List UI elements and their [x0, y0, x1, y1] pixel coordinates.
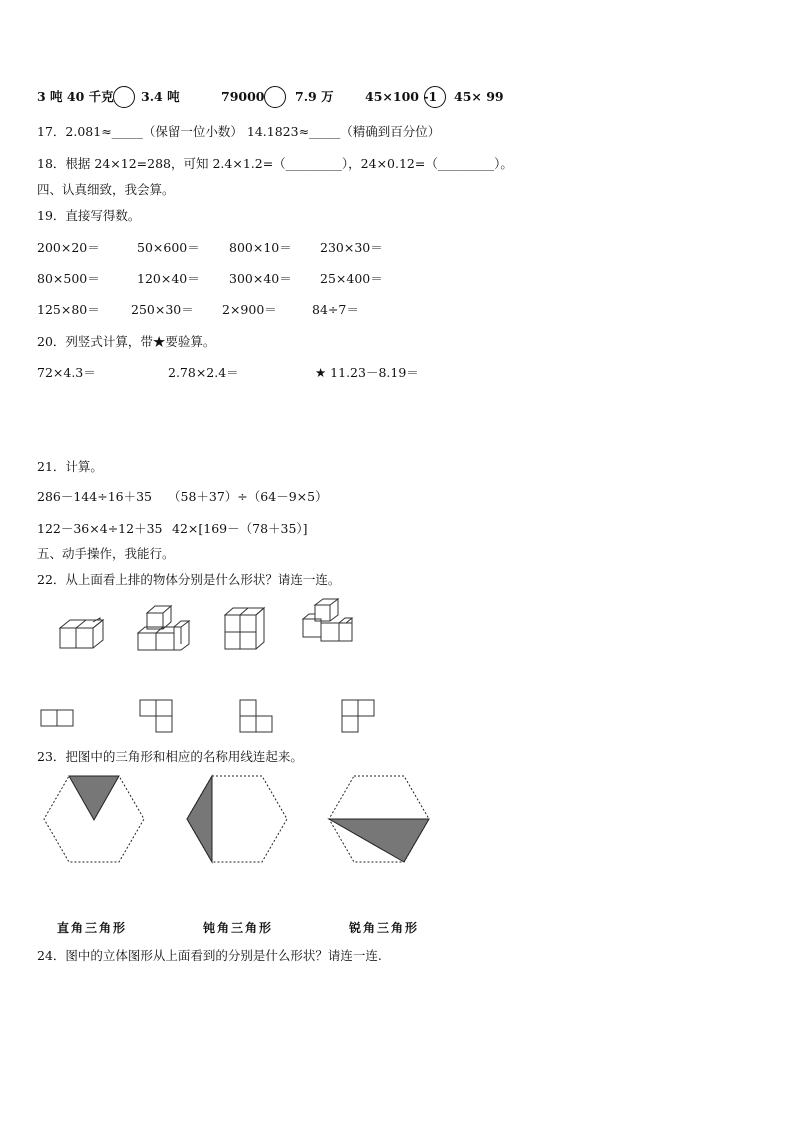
- q19-r1-c3: 800×10＝: [229, 240, 292, 255]
- q19-title: 19．直接写得数。: [37, 208, 141, 223]
- q16-c-right: 45× 99: [454, 89, 504, 104]
- hexagon-figure-3: [327, 774, 432, 864]
- q21-r1-c2: （58＋37）÷（64－9×5）: [168, 489, 328, 504]
- compare-circle-3[interactable]: [424, 86, 446, 108]
- q16-c-left: 45×100 -1: [365, 89, 438, 104]
- hexagon-figure-2: [185, 774, 290, 864]
- cube-figure-3: [220, 603, 280, 653]
- q16-a-left: 3 吨 40 千克: [37, 89, 114, 104]
- section-5-title: 五、动手操作，我能行。: [37, 546, 175, 561]
- label-obtuse-triangle: 钝角三角形: [203, 921, 274, 935]
- label-acute-triangle: 锐角三角形: [349, 921, 420, 935]
- q19-r2-c4: 25×400＝: [320, 271, 383, 286]
- q20-item-1: 72×4.3＝: [37, 365, 96, 380]
- q21-r2-c2: 42×[169－（78＋35）]: [172, 521, 308, 536]
- q19-r3-c2: 250×30＝: [131, 302, 194, 317]
- top-view-shape-2: [139, 699, 179, 739]
- q19-r3-c4: 84÷7＝: [312, 302, 359, 317]
- label-right-triangle: 直角三角形: [57, 921, 128, 935]
- q17-text: 17．2.081≈_____（保留一位小数） 14.1823≈_____（精确到百分位）: [37, 124, 441, 139]
- q24-title: 24．图中的立体图形从上面看到的分别是什么形状？请连一连.: [37, 948, 382, 963]
- q18-text: 18．根据 24×12=288，可知 2.4×1.2=（_________），24×0.12=（_________）。: [37, 156, 513, 171]
- compare-circle-2[interactable]: [264, 86, 286, 108]
- q19-r1-c1: 200×20＝: [37, 240, 100, 255]
- q19-r2-c3: 300×40＝: [229, 271, 292, 286]
- cube-figure-4: [300, 597, 360, 647]
- cube-figure-1: [55, 610, 115, 660]
- q19-r3-c1: 125×80＝: [37, 302, 100, 317]
- q21-title: 21．计算。: [37, 459, 103, 474]
- q16-b-right: 7.9 万: [295, 89, 334, 104]
- q16-a-right: 3.4 吨: [141, 89, 180, 104]
- cube-figure-2: [135, 603, 195, 653]
- q22-title: 22．从上面看上排的物体分别是什么形状？请连一连。: [37, 572, 341, 587]
- q20-item-2: 2.78×2.4＝: [168, 365, 239, 380]
- q19-r2-c1: 80×500＝: [37, 271, 100, 286]
- hexagon-figure-1: [42, 774, 147, 864]
- q19-r3-c3: 2×900＝: [222, 302, 277, 317]
- q19-r1-c4: 230×30＝: [320, 240, 383, 255]
- q20-title: 20．列竖式计算，带★要验算。: [37, 334, 216, 349]
- section-4-title: 四、认真细致，我会算。: [37, 182, 175, 197]
- q21-r2-c1: 122－36×4÷12＋35: [37, 521, 163, 536]
- q21-r1-c1: 286－144÷16＋35: [37, 489, 153, 504]
- q19-r2-c2: 120×40＝: [137, 271, 200, 286]
- top-view-shape-3: [239, 699, 279, 739]
- q20-item-3: ★ 11.23－8.19＝: [315, 365, 419, 380]
- q19-r1-c2: 50×600＝: [137, 240, 200, 255]
- top-view-shape-4: [341, 699, 381, 739]
- top-view-shape-1: [40, 709, 80, 729]
- compare-circle-1[interactable]: [113, 86, 135, 108]
- q23-title: 23．把图中的三角形和相应的名称用线连起来。: [37, 749, 303, 764]
- q16-b-left: 79000: [221, 89, 265, 104]
